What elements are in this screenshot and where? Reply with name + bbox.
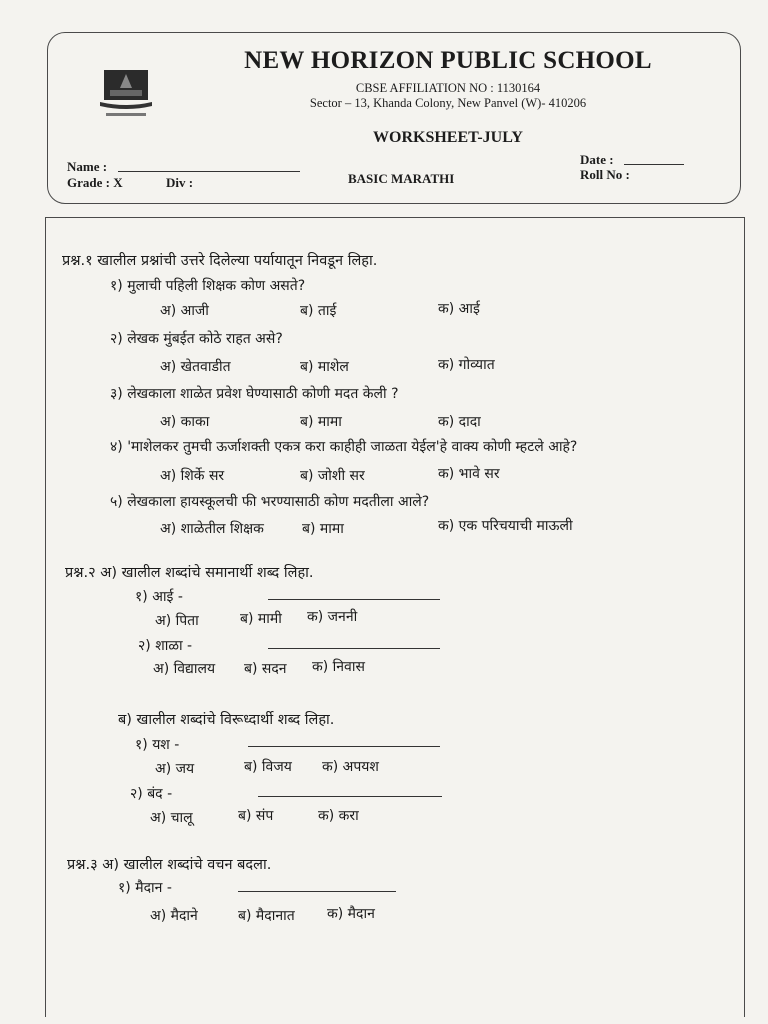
q2b-item2-question: २) बंद - <box>130 786 173 802</box>
q2b-item1-question: १) यश - <box>135 737 180 753</box>
q1-item4-question: ४) 'माशेलकर तुमची ऊर्जाशक्ती एकत्र करा काहीही जाळता येईल'हे वाक्य कोणी म्हटले आहे? <box>110 439 578 455</box>
q2b-item1-option-a: अ) जय <box>155 761 195 777</box>
date-label: Date : <box>580 152 614 167</box>
q1-heading: प्रश्न.१ खालील प्रश्नांची उत्तरे दिलेल्या पर्यायातून निवडून लिहा. <box>62 253 378 269</box>
q1-item5-option-a: अ) शाळेतील शिक्षक <box>160 521 264 537</box>
q1-item2-option-c: क) गोव्यात <box>438 357 495 373</box>
q2b-item2-option-a: अ) चालू <box>150 810 193 826</box>
q1-item1-option-b: ब) ताई <box>300 303 337 319</box>
q1-item2-option-a: अ) खेतवाडीत <box>160 359 231 375</box>
q2a-item2-answer-line[interactable] <box>268 648 440 649</box>
affiliation-number: CBSE AFFILIATION NO : 1130164 <box>355 81 541 95</box>
q2a-item2-option-a: अ) विद्यालय <box>153 661 216 677</box>
q1-item5-question: ५) लेखकाला हायस्कूलची फी भरण्यासाठी कोण मदतीला आले? <box>110 494 430 510</box>
q2b-heading: ब) खालील शब्दांचे विरूध्दार्थी शब्द लिहा. <box>118 712 335 728</box>
q3-heading: प्रश्न.३ अ) खालील शब्दांचे वचन बदला. <box>67 857 272 873</box>
name-field-line <box>118 171 300 172</box>
q1-item3-question: ३) लेखकाला शाळेत प्रवेश घेण्यासाठी कोणी मदत केली ? <box>110 386 399 402</box>
q2b-item2-option-c: क) करा <box>318 808 359 824</box>
q1-item4-option-b: ब) जोशी सर <box>300 468 365 484</box>
grade-label: Grade : X <box>67 175 123 190</box>
q1-item3-option-c: क) दादा <box>438 414 481 430</box>
q1-item1-option-c: क) आई <box>438 301 480 317</box>
q2a-item2-option-c: क) निवास <box>312 659 365 675</box>
q3-item1-answer-line[interactable] <box>238 891 396 892</box>
q3-item1-option-a: अ) मैदाने <box>150 908 198 924</box>
school-address: Sector – 13, Khanda Colony, New Panvel (W)- 410206 <box>309 96 587 110</box>
q2b-item1-answer-line[interactable] <box>248 746 440 747</box>
q1-item3-option-a: अ) काका <box>160 414 210 430</box>
q2b-item1-option-b: ब) विजय <box>244 759 292 775</box>
q1-item5-option-b: ब) मामा <box>302 521 344 537</box>
q2a-item2-option-b: ब) सदन <box>244 661 287 677</box>
div-label: Div : <box>166 175 194 190</box>
q1-item4-option-c: क) भावे सर <box>438 466 500 482</box>
q1-item1-question: १) मुलाची पहिली शिक्षक कोण असते? <box>110 278 306 294</box>
worksheet-title: WORKSHEET-JULY <box>373 129 523 146</box>
name-label: Name : <box>67 159 108 174</box>
q2a-item1-option-b: ब) मामी <box>240 611 282 627</box>
q3-item1-option-c: क) मैदान <box>327 906 375 922</box>
q3-item1-option-b: ब) मैदानात <box>238 908 295 924</box>
q2a-heading: प्रश्न.२ अ) खालील शब्दांचे समानार्थी शब्द लिहा. <box>65 565 314 581</box>
q2b-item2-option-b: ब) संप <box>238 808 274 824</box>
q1-item2-question: २) लेखक मुंबईत कोठे राहत असे? <box>110 331 283 347</box>
school-name: NEW HORIZON PUBLIC SCHOOL <box>244 47 652 74</box>
q1-item2-option-b: ब) माशेल <box>300 359 349 375</box>
school-logo-icon <box>96 64 156 124</box>
q3-item1-question: १) मैदान - <box>118 880 172 896</box>
date-field-line <box>624 164 684 165</box>
q1-item3-option-b: ब) मामा <box>300 414 342 430</box>
q2a-item2-question: २) शाळा - <box>138 638 193 654</box>
q2b-item2-answer-line[interactable] <box>258 796 442 797</box>
header-box <box>47 32 741 204</box>
q2a-item1-option-c: क) जननी <box>307 609 358 625</box>
q2b-item1-option-c: क) अपयश <box>322 759 379 775</box>
q1-item1-option-a: अ) आजी <box>160 303 209 319</box>
q1-item4-option-a: अ) शिर्के सर <box>160 468 225 484</box>
q2a-item1-option-a: अ) पिता <box>155 613 199 629</box>
q1-item5-option-c: क) एक परिचयाची माऊली <box>438 518 573 534</box>
roll-no-label: Roll No : <box>580 167 630 182</box>
q2a-item1-question: १) आई - <box>135 589 183 605</box>
subject-label: BASIC MARATHI <box>348 171 455 186</box>
q2a-item1-answer-line[interactable] <box>268 599 440 600</box>
